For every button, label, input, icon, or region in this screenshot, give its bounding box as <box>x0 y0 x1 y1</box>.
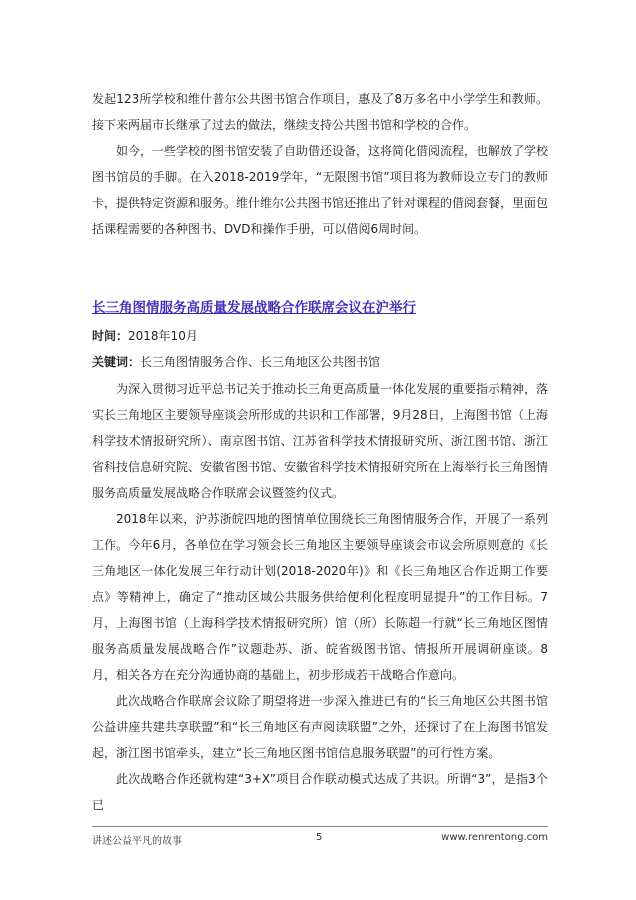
footer-slogan: 讲述公益平凡的故事 <box>92 836 182 847</box>
top-text-block <box>92 86 548 242</box>
article-paragraph-1: 为深入贯彻习近平总书记关于推动长三角更高质量一体化发展的重要指示精神，落实长三角地区主要领导座谈会所形成的共识和工作部署，9月28日，上海图书馆（上海科学技术情报研究所）、南京图书馆、江苏省科学技术情报研究所、浙江图书馆、浙江省科技信息研究院、安徽省图书馆、安徽省科学技术情报研究所在上海举行长三角图情服务高质量发展战略合作联席会议暨签约仪式。 <box>92 382 549 500</box>
article-paragraph-2: 2018年以来，沪苏浙皖四地的图情单位围绕长三角图情服务合作，开展了一系列工作。今年6月，各单位在学习领会长三角地区主要领导座谈会市议会所原则意的《长三角地区一体化发展三年行动计划(2018-2020年)》和《长三角地区合作近期工作要点》等精神上，确定了“推动区域公共服务供给便利化程度明显提升”的工作目标。7月，上海图书馆（上海科学技术情报研究所）馆（所）长陈超一行就“长三角地区图情服务高质量发展战略合作”议题赴苏、浙、皖省级图书馆、情报所开展调研座谈。8月，相关各方在充分沟通协商的基础上，初步形成若干战略合作意向。 <box>92 512 548 682</box>
paragraph-continuation: 发起123所学校和维什普尔公共图书馆合作项目，惠及了8万多名中小学学生和教师。接下来两届市长继承了过去的做法，继续支持公共图书馆和学校的合作。 <box>92 92 548 132</box>
keywords-label: 关键词： <box>92 355 141 369</box>
article-paragraph-4: 此次战略合作还就构建“3+X”项目合作联动模式达成了共识。所谓“3”，是指3个已 <box>92 772 548 812</box>
paragraph: 如今，一些学校的图书馆安装了自助借还设备，这将简化借阅流程，也解放了学校图书馆员的手脚。在入2018-2019学年，“无限图书馆”项目将为教师设立专门的教师卡，提供特定资源和服务。维什维尔公共图书馆还推出了针对课程的借阅套餐，里面包括课程需要的各种图书、DVD和操作手册，可以借阅6周时间。 <box>92 144 549 236</box>
footer-website: www.renrentong.com <box>441 832 548 843</box>
article-paragraph-3: 此次战略合作联席会议除了期望将进一步深入推进已有的“长三角地区公共图书馆公益讲座共建共享联盟”和“长三角地区有声阅读联盟”之外，还探讨了在上海图书馆发起，浙江图书馆牵头，建立“长三角地区图书馆信息服务联盟”的可行性方案。 <box>92 694 548 760</box>
footer-divider <box>92 826 548 827</box>
page-number: 5 <box>316 832 323 843</box>
keywords-value: 长三角图情服务合作、长三角地区公共图书馆 <box>140 355 381 369</box>
article-body <box>92 376 548 818</box>
time-label: 时间： <box>92 329 129 343</box>
time-value: 2018年10月 <box>128 329 198 343</box>
article-title: 长三角图情服务高质量发展战略合作联席会议在沪举行 <box>92 300 416 316</box>
article-time <box>92 326 198 346</box>
article-keywords <box>92 352 380 372</box>
